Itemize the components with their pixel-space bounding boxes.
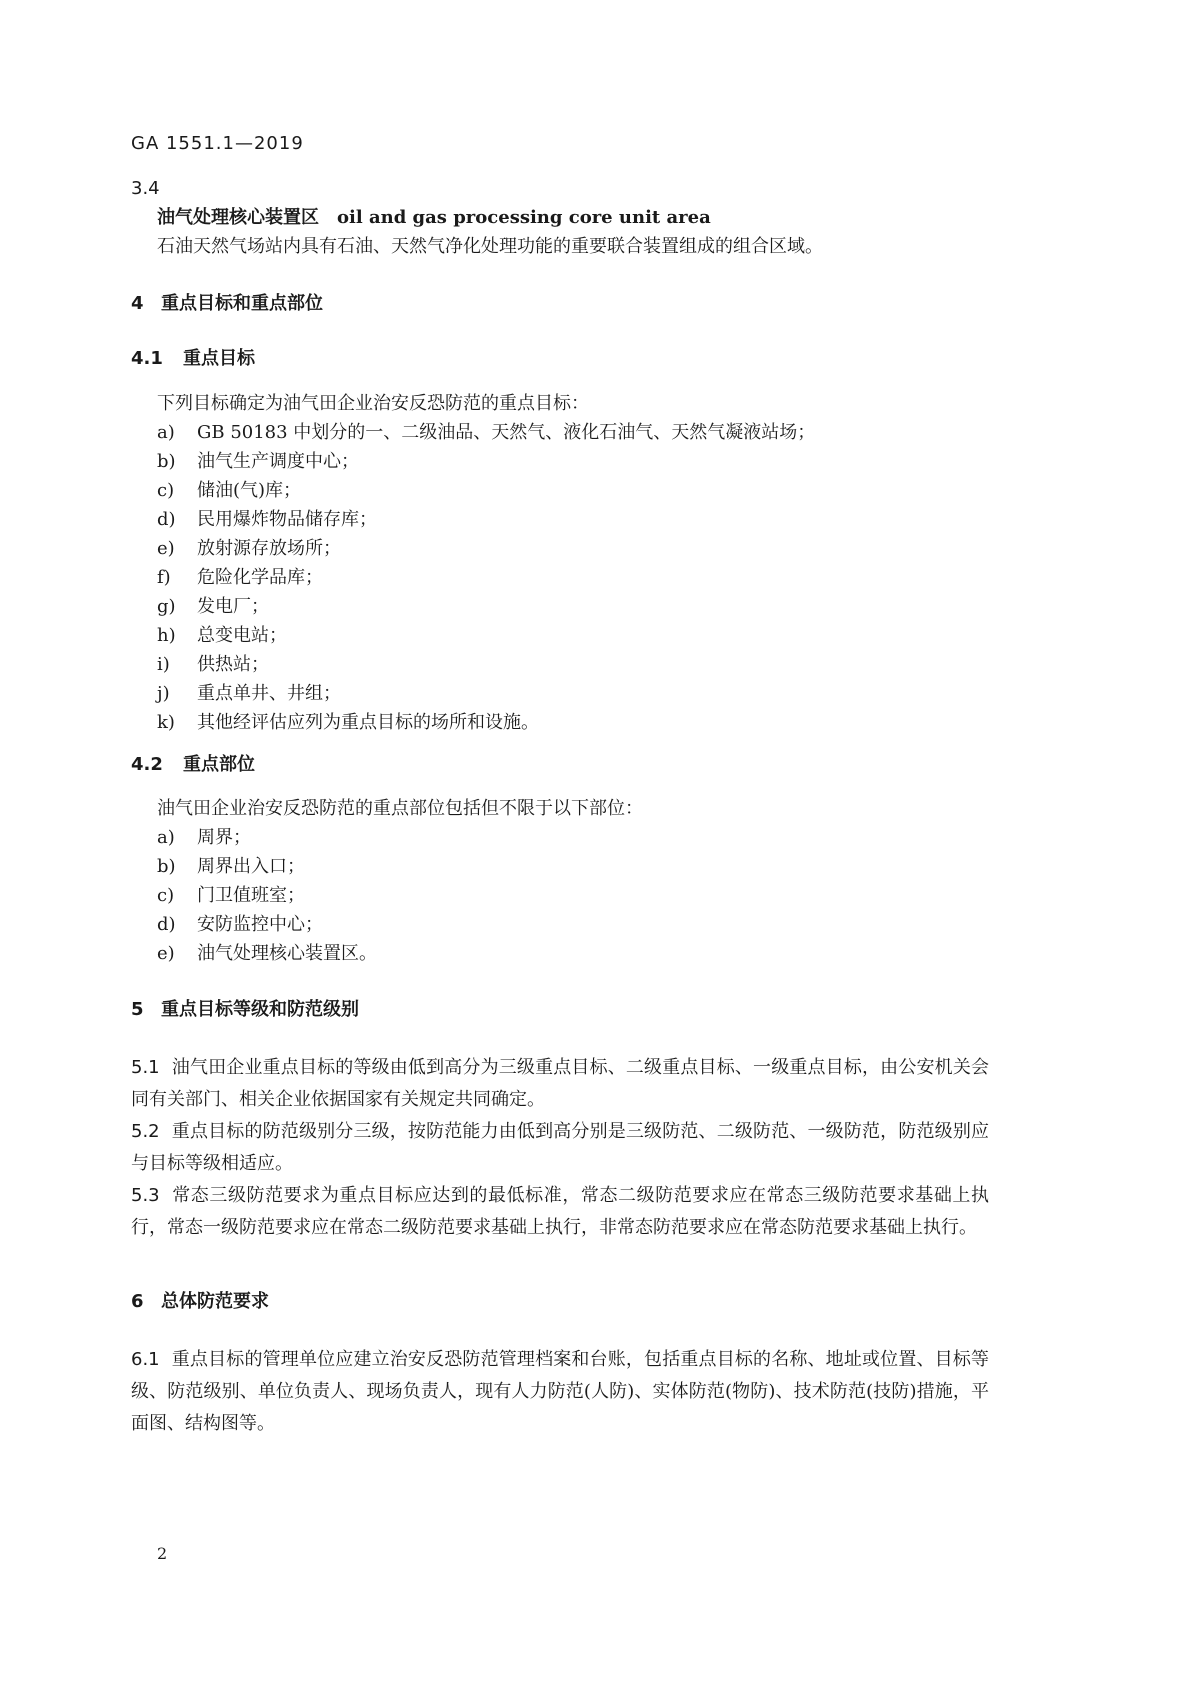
- term-english: oil and gas processing core unit area: [337, 207, 711, 228]
- list-item: [157, 421, 815, 445]
- list-item: [157, 450, 359, 474]
- list-label: a): [157, 422, 175, 443]
- clause-text: 重点目标的管理单位应建立治安反恐防范管理档案和台账，包括重点目标的名称、地址或位置、目标等级、防范级别、单位负责人、现场负责人，现有人力防范(人防)、实体防范(物防)、技术防范(技防)措施，平面图、结构图等。: [131, 1349, 989, 1434]
- list-text: 放射源存放场所；: [197, 538, 341, 559]
- list-item: [157, 479, 301, 503]
- list-label: c): [157, 885, 175, 906]
- list-item: [157, 884, 305, 908]
- list-text: 周界出入口；: [197, 856, 305, 877]
- list-item: [157, 566, 323, 590]
- list-text: 总变电站；: [197, 625, 287, 646]
- list-item: [157, 913, 323, 937]
- list-text: 供热站；: [197, 654, 269, 675]
- list-text: 门卫值班室；: [197, 885, 305, 906]
- list-label: k): [157, 712, 175, 733]
- list-text: 其他经评估应列为重点目标的场所和设施。: [197, 712, 539, 733]
- list-item: [157, 595, 269, 619]
- list-text: 安防监控中心；: [197, 914, 323, 935]
- list-item: [157, 653, 269, 677]
- list-text: 民用爆炸物品储存库；: [197, 509, 377, 530]
- clause-text: 重点目标的防范级别分三级，按防范能力由低到高分别是三级防范、二级防范、一级防范，防范级别应与目标等级相适应。: [131, 1121, 989, 1174]
- section-number: 4.1: [131, 348, 163, 369]
- list-text: 危险化学品库；: [197, 567, 323, 588]
- list-label: c): [157, 480, 175, 501]
- list-item: [157, 855, 305, 879]
- section-intro-4-1: 下列目标确定为油气田企业治安反恐防范的重点目标：: [157, 393, 589, 414]
- page-number: 2: [157, 1544, 168, 1563]
- document-id-header: GA 1551.1—2019: [131, 133, 304, 154]
- clause-text: 常态三级防范要求为重点目标应达到的最低标准，常态二级防范要求应在常态三级防范要求基础上执行，常态一级防范要求应在常态二级防范要求基础上执行，非常态防范要求应在常态防范要求基础上执行。: [131, 1185, 989, 1238]
- section-title: 重点部位: [183, 754, 255, 775]
- clause-number: 6.1: [131, 1349, 160, 1370]
- section-intro-4-2: 油气田企业治安反恐防范的重点部位包括但不限于以下部位：: [157, 798, 643, 819]
- section-title: 重点目标和重点部位: [161, 293, 323, 314]
- clause-5-3: [131, 1180, 989, 1244]
- list-item: [157, 537, 341, 561]
- section-heading-4: [131, 292, 323, 316]
- list-label: b): [157, 451, 176, 472]
- clause-5-2: [131, 1116, 989, 1180]
- list-label: e): [157, 943, 175, 964]
- clause-5-1: [131, 1052, 989, 1116]
- section-heading-6: [131, 1290, 269, 1314]
- section-title: 总体防范要求: [161, 1291, 269, 1312]
- section-title: 重点目标: [183, 348, 255, 369]
- section-heading-4-2: [131, 753, 255, 777]
- term-chinese: 油气处理核心装置区: [157, 207, 319, 228]
- list-item: [157, 508, 377, 532]
- list-label: e): [157, 538, 175, 559]
- term-definition: 石油天然气场站内具有石油、天然气净化处理功能的重要联合装置组成的组合区域。: [157, 236, 823, 257]
- list-item: [157, 826, 251, 850]
- list-label: d): [157, 914, 176, 935]
- list-text: 周界；: [197, 827, 251, 848]
- section-number: 4.2: [131, 754, 163, 775]
- list-item: [157, 942, 377, 966]
- list-text: 储油(气)库；: [197, 480, 302, 501]
- clause-text: 油气田企业重点目标的等级由低到高分为三级重点目标、二级重点目标、一级重点目标，由公安机关会同有关部门、相关企业依据国家有关规定共同确定。: [131, 1057, 989, 1110]
- list-label: g): [157, 596, 176, 617]
- list-label: a): [157, 827, 175, 848]
- list-item: [157, 711, 539, 735]
- list-label: f): [157, 567, 171, 588]
- section-heading-4-1: [131, 347, 255, 371]
- list-text: 油气处理核心装置区。: [197, 943, 377, 964]
- clause-number: 5.2: [131, 1121, 160, 1142]
- list-label: h): [157, 625, 176, 646]
- clause-number: 5.3: [131, 1185, 160, 1206]
- section-title: 重点目标等级和防范级别: [161, 999, 359, 1020]
- section-number: 4: [131, 293, 144, 314]
- clause-number: 5.1: [131, 1057, 160, 1078]
- list-text: 油气生产调度中心；: [197, 451, 359, 472]
- section-number: 6: [131, 1291, 144, 1312]
- clause-6-1: [131, 1344, 989, 1440]
- list-text: 发电厂；: [197, 596, 269, 617]
- list-label: i): [157, 654, 170, 675]
- list-label: j): [157, 683, 170, 704]
- list-item: [157, 624, 287, 648]
- list-item: [157, 682, 341, 706]
- list-label: b): [157, 856, 176, 877]
- list-label: d): [157, 509, 176, 530]
- section-number: 5: [131, 999, 144, 1020]
- term-entry-3-4: [157, 206, 711, 230]
- list-text: 重点单井、井组；: [197, 683, 341, 704]
- list-text: GB 50183 中划分的一、二级油品、天然气、液化石油气、天然气凝液站场；: [197, 422, 816, 443]
- section-heading-5: [131, 998, 359, 1022]
- section-number-3-4: 3.4: [131, 178, 160, 199]
